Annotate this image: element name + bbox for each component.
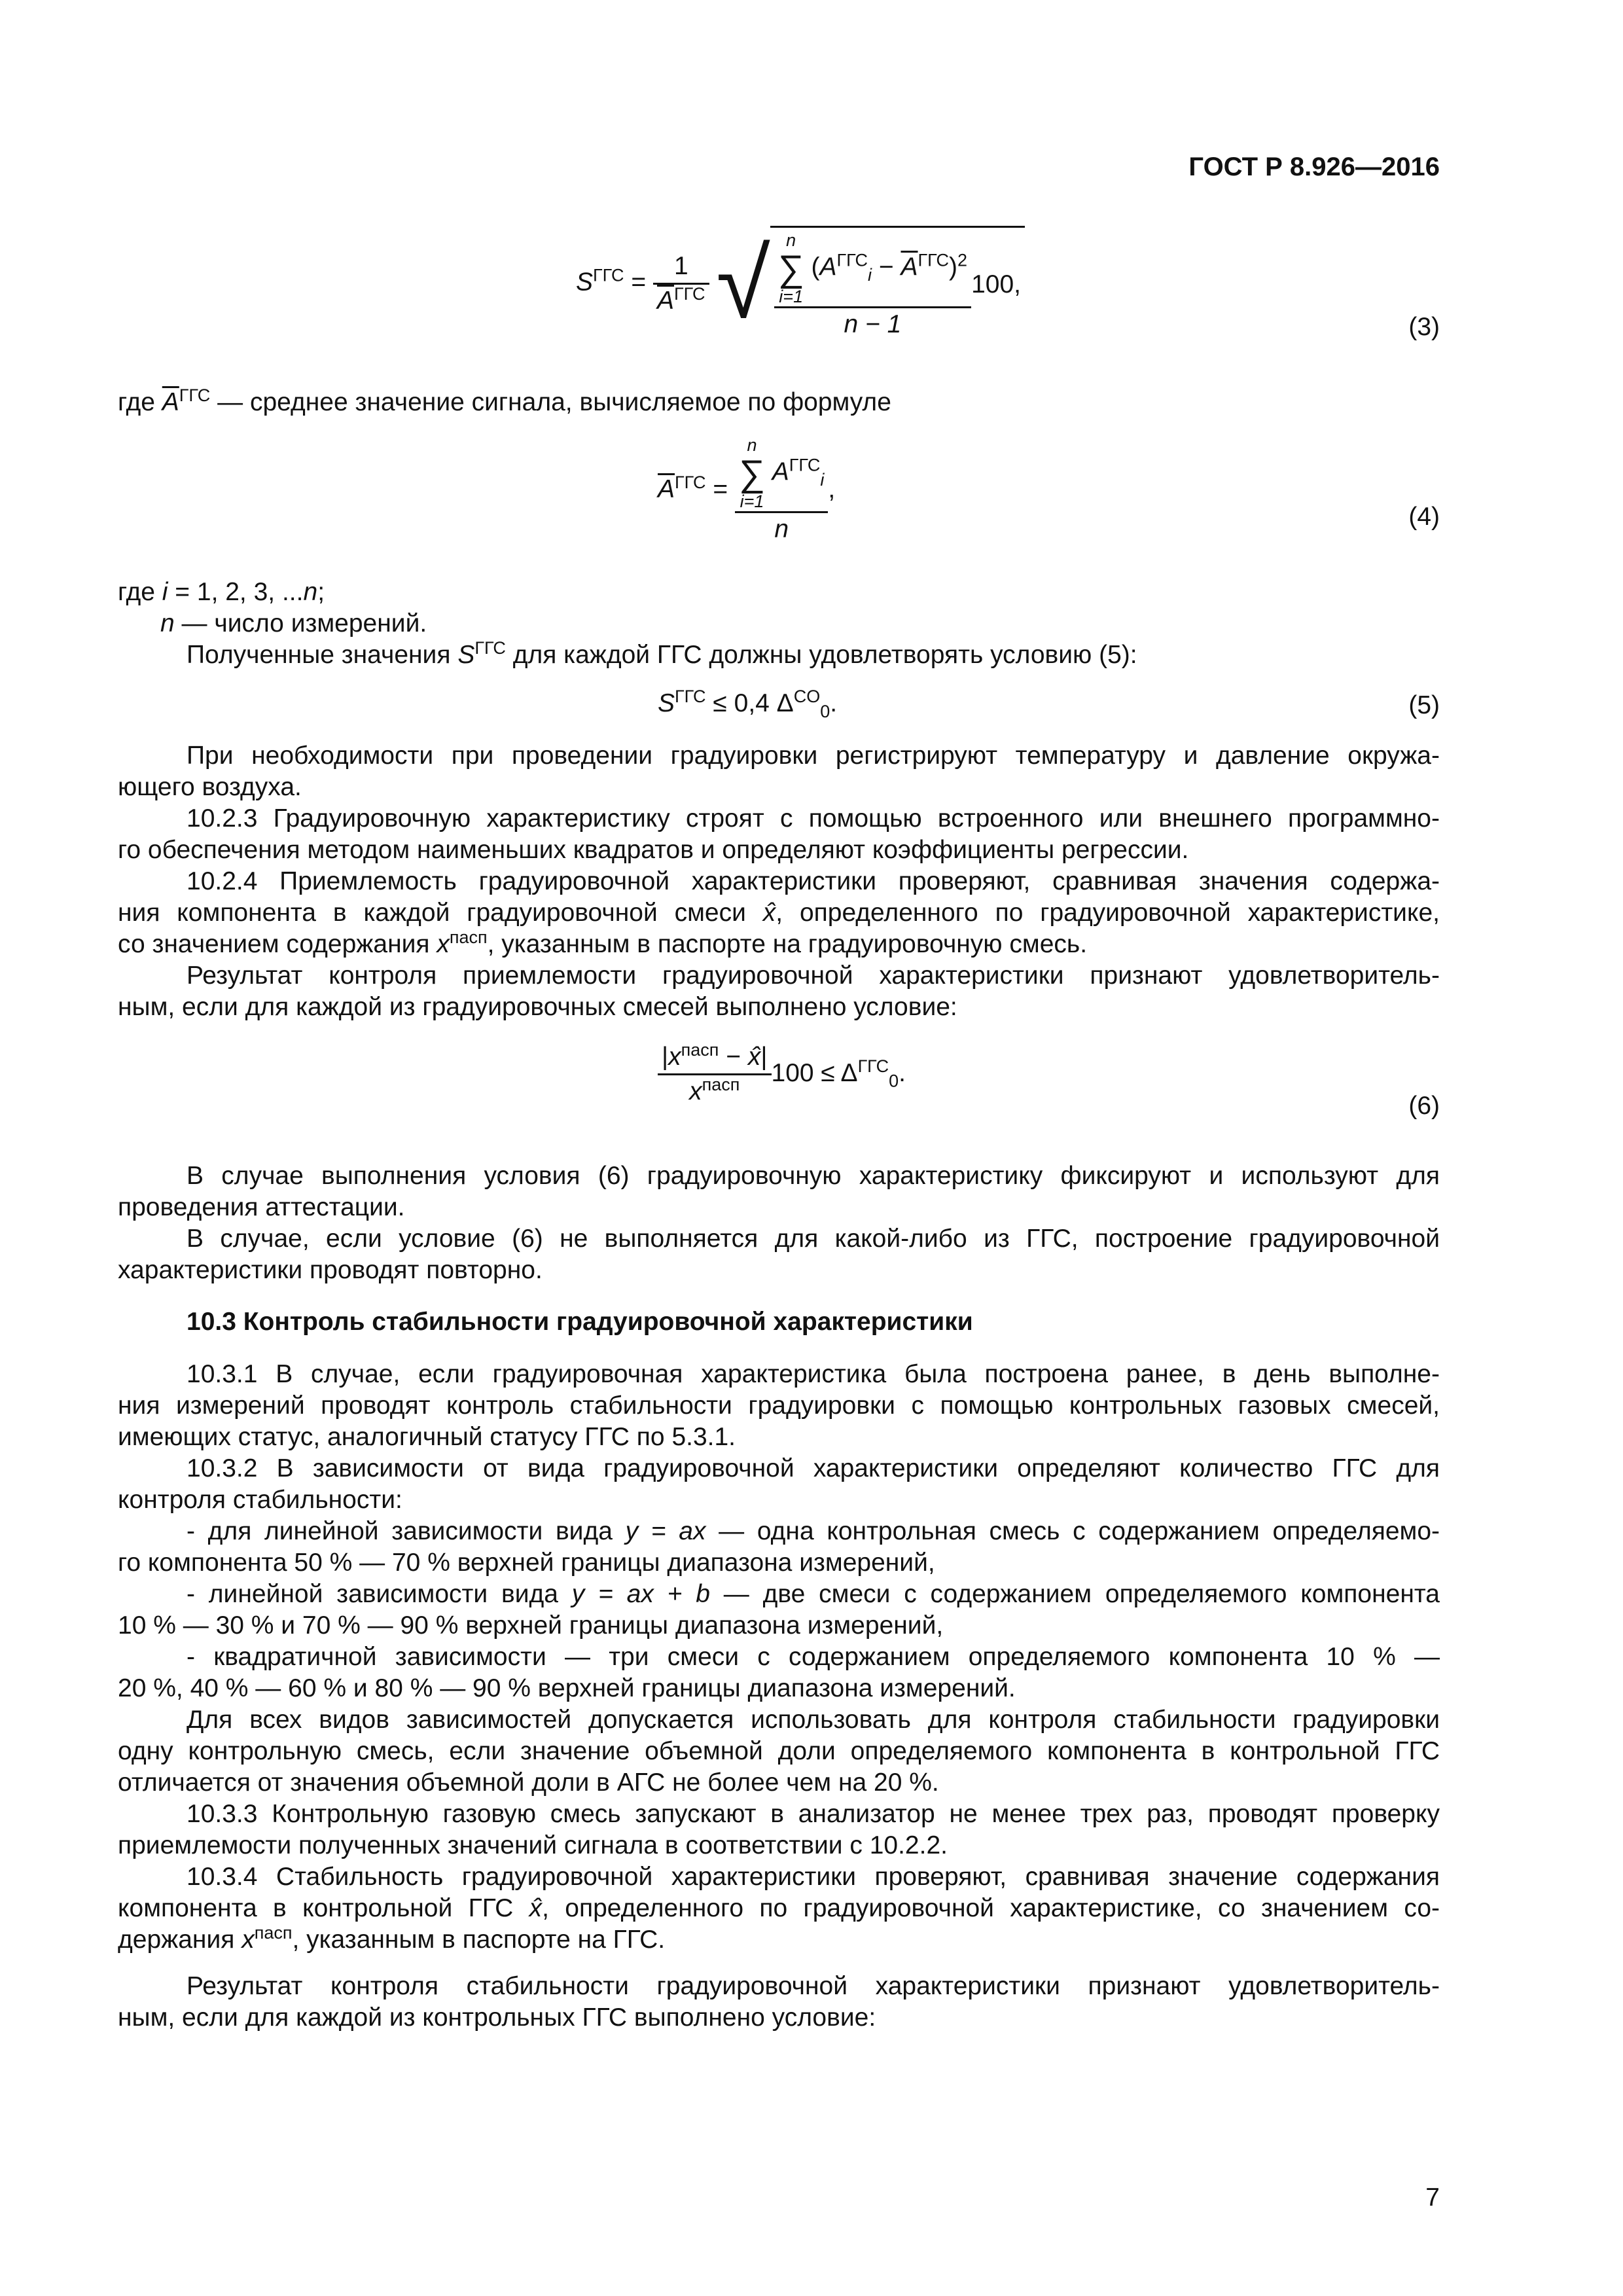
formula-6-num: $|x^{пасп}$ − x̂| bbox=[662, 1040, 768, 1071]
formula-6-num-x: x bbox=[668, 1043, 681, 1071]
paragraph-line: 10.3.1 В случае, если градуировочная характеристика была построена ранее, в день выполне- bbox=[187, 1360, 1440, 1388]
formula-3-eq: = bbox=[631, 268, 647, 296]
p14-l3-pre: держания bbox=[118, 1926, 242, 1954]
p14-l3-x: x bbox=[241, 1926, 255, 1954]
paragraph-line bbox=[118, 928, 1440, 961]
where-n-n: n bbox=[160, 609, 175, 637]
paragraph-line: ния измерений проводят контроль стабильности градуировки с помощью контрольных газовых смесей, bbox=[118, 1391, 1440, 1420]
paragraph-line bbox=[118, 897, 1440, 929]
p9-eq: y = ax bbox=[625, 1517, 706, 1545]
where-n-line bbox=[160, 607, 1482, 640]
formula-3-sum-top: n bbox=[786, 230, 796, 250]
formula-6-den-x: x bbox=[689, 1077, 702, 1105]
formula-5-delta-sub: 0 bbox=[820, 701, 830, 721]
where-i-n: n bbox=[303, 578, 318, 606]
formula-3-abar: $\overline{A}$ bbox=[657, 286, 675, 315]
formula-3-coef bbox=[653, 250, 709, 317]
formula-4-eq: = bbox=[713, 475, 728, 503]
paragraph-line: 10.3.2 В зависимости от вида градуировочной характеристики определяют количество ГГС для bbox=[187, 1454, 1440, 1482]
paragraph-line bbox=[118, 1924, 1440, 1956]
where-i-pre: где bbox=[118, 578, 162, 606]
paragraph-line bbox=[118, 1892, 1440, 1925]
formula-4-abar-sup: ГГС bbox=[675, 472, 706, 492]
formula-3-radicand bbox=[770, 226, 1025, 341]
formula-3-ai: A bbox=[819, 253, 837, 281]
list-item bbox=[187, 1578, 1440, 1611]
where-i-mid: = 1, 2, 3, ... bbox=[168, 578, 304, 606]
obtained-sup: ГГС bbox=[474, 638, 506, 658]
paragraph-line: проведения аттестации. bbox=[118, 1193, 405, 1221]
formula-4-sum-top: n bbox=[747, 435, 757, 455]
p14-l2-xhat: x̂ bbox=[529, 1894, 543, 1922]
paragraph-line: одну контрольную смесь, если значение объемной доли определяемого компонента в контрольной ГГС bbox=[118, 1737, 1440, 1765]
where-abar-sup: ГГС bbox=[179, 386, 211, 405]
formula-6-frac bbox=[658, 1041, 772, 1108]
p9-pre: - для линейной зависимости вида bbox=[187, 1517, 626, 1545]
paragraph-line: имеющих статус, аналогичный статусу ГГС по 5.3.1. bbox=[118, 1423, 736, 1451]
paragraph-line: го обеспечения методом наименьших квадратов и определяют коэффициенты регрессии. bbox=[118, 836, 1189, 864]
formula-5-lhs-sup: ГГС bbox=[675, 687, 706, 706]
paragraph-line: Для всех видов зависимостей допускается использовать для контроля стабильности градуировки bbox=[187, 1706, 1440, 1734]
section-heading: 10.3 Контроль стабильности градуировочной характеристики bbox=[187, 1308, 973, 1336]
formula-6 bbox=[658, 1041, 906, 1108]
formula-6-den-x-sup: пасп bbox=[702, 1075, 740, 1094]
list-item bbox=[187, 1515, 1440, 1548]
paragraph-line: Результат контроля стабильности градуировочной характеристики признают удовлетворитель- bbox=[187, 1972, 1440, 2000]
where-abar-pre: где bbox=[118, 388, 162, 416]
formula-3-minus: − bbox=[878, 253, 894, 281]
equation-number-4: (4) bbox=[1408, 503, 1440, 531]
formula-3-abar-sup: ГГС bbox=[674, 283, 705, 304]
formula-3-ai-sup: ГГС bbox=[836, 250, 868, 270]
formula-3-one: 1 bbox=[673, 251, 688, 280]
where-i-i: i bbox=[162, 578, 168, 606]
sum-sign-icon: n ∑ i=1 bbox=[739, 435, 765, 511]
paragraph-line: Результат контроля приемлемости градуировочной характеристики признают удовлетворитель- bbox=[187, 961, 1440, 990]
paragraph-line: 10.2.4 Приемлемость градуировочной характеристики проверяют, сравнивая значения содержа- bbox=[187, 867, 1440, 895]
formula-5-lhs: S bbox=[658, 689, 675, 717]
formula-5-rel: ≤ 0,4 Δ bbox=[713, 689, 794, 717]
formula-3-den: n − 1 bbox=[774, 306, 971, 341]
formula-3-lhs: S bbox=[576, 268, 594, 296]
formula-4-ai: A bbox=[772, 457, 789, 486]
formula-5 bbox=[658, 687, 837, 720]
p14-l2-post: , определенного по градуировочной характеристике, со значением со- bbox=[542, 1894, 1440, 1922]
paragraph-line: ным, если для каждой из контрольных ГГС выполнено условие: bbox=[118, 2003, 876, 2032]
formula-4-sum-bottom: i=1 bbox=[740, 492, 764, 511]
p9-post: — одна контрольная смесь с содержанием определяемо- bbox=[705, 1517, 1440, 1545]
formula-4 bbox=[658, 435, 835, 546]
paragraph-line: 10 % — 30 % и 70 % — 90 % верхней границы диапазона измерений, bbox=[118, 1611, 944, 1640]
paragraph-line: контроля стабильности: bbox=[118, 1486, 402, 1514]
formula-6-xhat: x̂ bbox=[747, 1043, 761, 1071]
formula-3-tail: 100, bbox=[971, 270, 1021, 298]
formula-5-delta-sup: CO bbox=[793, 687, 821, 706]
formula-6-minus: − bbox=[726, 1043, 741, 1071]
formula-6-end: . bbox=[899, 1058, 906, 1087]
formula-4-frac bbox=[735, 435, 828, 546]
formula-4-den: n bbox=[735, 511, 828, 546]
paragraph-line: При необходимости при проведении градуировки регистрируют температуру и давление окружа- bbox=[187, 742, 1440, 770]
p3-l2-pre: ния компонента в каждой градуировочной смеси bbox=[118, 899, 763, 927]
where-i-end: ; bbox=[317, 578, 325, 606]
obtained-values-line bbox=[187, 639, 1440, 672]
page-number: 7 bbox=[1425, 2183, 1440, 2212]
equation-number-3: (3) bbox=[1408, 313, 1440, 341]
p10-eq: y = ax + b bbox=[571, 1580, 710, 1608]
p3-l3-post: , указанным в паспорте на градуировочную смесь. bbox=[487, 930, 1088, 958]
formula-4-abar: $\overline{A}$ bbox=[658, 475, 675, 503]
where-abar-text: — среднее значение сигнала, вычисляемое по формуле bbox=[210, 388, 891, 416]
p10-pre: - линейной зависимости вида bbox=[187, 1580, 572, 1608]
paragraph-line: характеристики проводят повторно. bbox=[118, 1256, 543, 1284]
formula-3-abar2-sup: ГГС bbox=[918, 250, 950, 270]
paragraph-line: 10.3.3 Контрольную газовую смесь запускают в анализатор не менее трех раз, проводят проверку bbox=[187, 1800, 1440, 1828]
obtained-post: для каждой ГГС должны удовлетворять условию (5): bbox=[505, 641, 1137, 669]
formula-6-tail: 100 ≤ Δ bbox=[771, 1058, 858, 1087]
formula-3-square: 2 bbox=[957, 250, 968, 270]
formula-3-lhs-sup: ГГС bbox=[593, 265, 624, 285]
paragraph-line: 20 %, 40 % — 60 % и 80 % — 90 % верхней границы диапазона измерений. bbox=[118, 1674, 1016, 1702]
formula-4-tail: , bbox=[828, 475, 836, 503]
p3-l3-sup: пасп bbox=[449, 927, 488, 947]
p3-l3-pre: со значением содержания bbox=[118, 930, 437, 958]
standard-header: ГОСТ Р 8.926—2016 bbox=[1188, 152, 1440, 181]
p14-l2-pre: компонента в контрольной ГГС bbox=[118, 1894, 529, 1922]
paragraph-line: В случае, если условие (6) не выполняется для какой-либо из ГГС, построение градуировочной bbox=[187, 1225, 1440, 1253]
sum-sign-icon: n ∑ i=1 bbox=[777, 230, 804, 306]
formula-6-delta-sub: 0 bbox=[889, 1071, 899, 1091]
p10-post: — две смеси с содержанием определяемого компонента bbox=[709, 1580, 1440, 1608]
paragraph-line: ным, если для каждой из градуировочных смесей выполнено условие: bbox=[118, 993, 957, 1021]
where-n-text: — число измерений. bbox=[174, 609, 427, 637]
formula-3-sum-bottom: i=1 bbox=[779, 287, 804, 306]
formula-3-inner-num: n ∑ i=1 $(A^{ГГС}_i - \overline{A}^{ГГС})^2$ bbox=[777, 230, 968, 306]
obtained-pre: Полученные значения bbox=[187, 641, 458, 669]
formula-4-ai-sub: i bbox=[820, 470, 825, 490]
where-abar-line bbox=[118, 386, 1440, 419]
p14-l3-sup: пасп bbox=[254, 1923, 293, 1943]
paragraph-line: 10.2.3 Градуировочную характеристику строят с помощью встроенного или внешнего программно- bbox=[187, 804, 1440, 833]
formula-3-abar-den bbox=[653, 283, 709, 317]
formula-4-ai-sup: ГГС bbox=[789, 455, 821, 475]
p3-l2-xhat: x̂ bbox=[762, 899, 776, 927]
formula-6-num-x-sup: пасп bbox=[681, 1040, 719, 1060]
paragraph-line: го компонента 50 % — 70 % верхней границы диапазона измерений, bbox=[118, 1549, 935, 1577]
formula-5-tail: . bbox=[830, 689, 838, 717]
formula-3-inner-frac bbox=[774, 230, 971, 341]
formula-4-num bbox=[735, 435, 828, 511]
paragraph-line: 10.3.4 Стабильность градуировочной характеристики проверяют, сравнивая значение содержания bbox=[187, 1863, 1440, 1891]
list-item: - квадратичной зависимости — три смеси с содержанием определяемого компонента 10 % — bbox=[187, 1643, 1440, 1671]
equation-number-6: (6) bbox=[1408, 1092, 1440, 1120]
sqrt-sign-icon: √ bbox=[716, 228, 770, 338]
where-i-line bbox=[118, 576, 1440, 609]
p3-l2-post: , определенного по градуировочной характеристике, bbox=[776, 899, 1440, 927]
where-abar-symbol: $\overline{A}$ bbox=[162, 388, 179, 416]
paragraph-line: В случае выполнения условия (6) градуировочную характеристику фиксируют и используют для bbox=[187, 1162, 1440, 1190]
p14-l3-post: , указанным в паспорте на ГГС. bbox=[292, 1926, 666, 1954]
formula-3 bbox=[576, 226, 1025, 341]
paragraph-line: ющего воздуха. bbox=[118, 773, 302, 801]
formula-6-den bbox=[658, 1073, 772, 1108]
paragraph-line: отличается от значения объемной доли в АГС не более чем на 20 %. bbox=[118, 1768, 939, 1797]
p3-l3-x: x bbox=[437, 930, 450, 958]
obtained-s: S bbox=[457, 641, 475, 669]
formula-6-delta-sup: ГГС bbox=[857, 1056, 889, 1076]
formula-3-ai-sub: i bbox=[868, 265, 872, 285]
paragraph-line: приемлемости полученных значений сигнала в соответствии с 10.2.2. bbox=[118, 1831, 948, 1859]
formula-3-abar2: $\overline{A}$ bbox=[901, 253, 918, 281]
equation-number-5: (5) bbox=[1408, 691, 1440, 719]
